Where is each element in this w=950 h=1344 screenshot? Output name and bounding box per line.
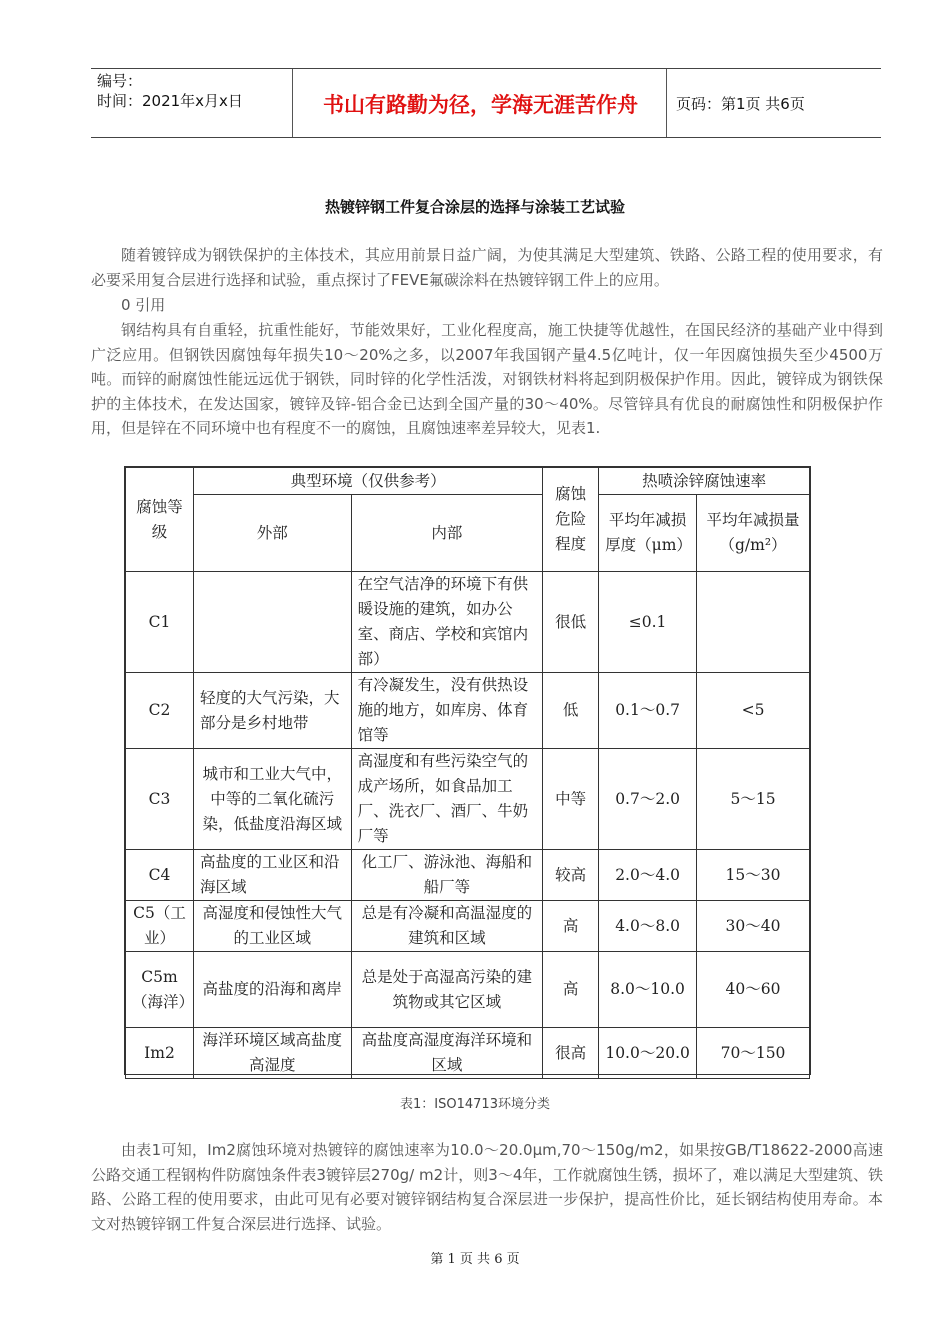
page-footer: 第 1 页 共 6 页 [430,1252,520,1267]
cell-grade: C5m（海洋） [126,952,194,1028]
table-caption: 表1：ISO14713环境分类 [400,1097,550,1112]
cell-mass [697,572,810,673]
header-page-label: 页码：第1页 共6页 [676,95,805,113]
document-title: 热镀锌钢工件复合涂层的选择与涂装工艺试验 [324,198,625,216]
cell-external: 轻度的大气污染，大部分是乡村地带 [193,673,351,749]
cell-thickness: 2.0～4.0 [599,850,697,901]
header-divider [292,69,293,137]
header-env: 典型环境（仅供参考） [193,468,542,495]
cell-mass: 40～60 [697,952,810,1028]
cell-mass: <5 [697,673,810,749]
cell-internal: 高盐度高湿度海洋环境和区域 [351,1028,543,1079]
cell-internal: 化工厂、游泳池、海船和船厂等 [351,850,543,901]
cell-risk: 很高 [543,1028,599,1079]
header-thickness: 平均年减损厚度（μm） [599,495,697,572]
corrosion-table [124,466,811,1075]
cell-grade: C4 [126,850,194,901]
header-number-label: 编号： [97,72,143,90]
cell-mass: 15～30 [697,850,810,901]
cell-external [193,572,351,673]
cell-grade: C3 [126,749,194,850]
page-header [91,68,881,138]
cell-external: 高湿度和侵蚀性大气的工业区域 [193,901,351,952]
cell-grade: C1 [126,572,194,673]
header-mass: 平均年减损量（g/m²） [697,495,810,572]
cell-thickness: 0.1～0.7 [599,673,697,749]
header-meta [97,71,243,111]
conclusion-paragraph: 由表1可知，Im2腐蚀环境对热镀锌的腐蚀速率为10.0～20.0μm,70～150g/m2，如果按GB/T18622-2000高速公路交通工程钢构件防腐蚀条件表3镀锌层270g/ m2计，则3～4年，工作就腐蚀生锈，损坏了，难以满足大型建筑、铁路、公路工程的使用要求，由此可见有必要对镀锌钢结构复合深层进一步保护，提高性价比，延长钢结构使用寿命。本文对热镀锌钢工件复合深层进行选择、试验。 [91,1141,883,1233]
cell-grade: C5（工业） [126,901,194,952]
cell-grade: C2 [126,673,194,749]
header-time-label: 时间：2021年x月x日 [97,92,243,110]
cell-mass: 70～150 [697,1028,810,1079]
table-row [126,952,810,1028]
cell-risk: 高 [543,901,599,952]
cell-internal: 在空气洁净的环境下有供暖设施的建筑，如办公室、商店、学校和宾馆内部） [351,572,543,673]
cell-risk: 高 [543,952,599,1028]
table-row [126,1028,810,1079]
cell-thickness: 4.0～8.0 [599,901,697,952]
header-external: 外部 [193,495,351,572]
cell-external: 高盐度的工业区和沿海区域 [193,850,351,901]
intro-paragraph: 钢结构具有自重轻，抗重性能好，节能效果好，工业化程度高，施工快捷等优越性，在国民经济的基础产业中得到广泛应用。但钢铁因腐蚀每年损失10～20%之多，以2007年我国钢产量4.5亿吨计，仅一年因腐蚀损失至少4500万吨。而锌的耐腐蚀性能远远优于钢铁，同时锌的化学性活泼，对钢铁材料将起到阴极保护作用。因此，镀锌成为钢铁保护的主体技术，在发达国家，镀锌及锌-铝合金已达到全国产量的30～40%。尽管锌具有优良的耐腐蚀性和阴极保护作用，但是锌在不同环境中也有程度不一的腐蚀，且腐蚀速率差异较大，见表1. [91,321,883,437]
cell-external: 高盐度的沿海和离岸 [193,952,351,1028]
cell-grade: Im2 [126,1028,194,1079]
cell-risk: 很低 [543,572,599,673]
table-row [126,749,810,850]
cell-risk: 较高 [543,850,599,901]
abstract-paragraph: 随着镀锌成为钢铁保护的主体技术，其应用前景日益广阔，为使其满足大型建筑、铁路、公路工程的使用要求，有必要采用复合层进行选择和试验，重点探讨了FEVE氟碳涂料在热镀锌钢工件上的应用。 [91,246,883,289]
cell-thickness: ≤0.1 [599,572,697,673]
cell-risk: 中等 [543,749,599,850]
table-row [126,901,810,952]
header-rate: 热喷涂锌腐蚀速率 [599,468,810,495]
cell-thickness: 8.0～10.0 [599,952,697,1028]
cell-internal: 总是处于高湿高污染的建筑物或其它区域 [351,952,543,1028]
header-divider [666,69,667,137]
cell-internal: 高湿度和有些污染空气的成产场所，如食品加工厂、洗衣厂、酒厂、牛奶厂等 [351,749,543,850]
cell-mass: 5～15 [697,749,810,850]
header-internal: 内部 [351,495,543,572]
cell-external: 海洋环境区域高盐度高湿度 [193,1028,351,1079]
cell-external: 城市和工业大气中，中等的二氧化硫污染，低盐度沿海区域 [193,749,351,850]
header-risk: 腐蚀危险程度 [543,468,599,572]
header-grade: 腐蚀等级 [126,468,194,572]
cell-risk: 低 [543,673,599,749]
table-row [126,673,810,749]
table-row [126,572,810,673]
header-motto: 书山有路勤为径，学海无涯苦作舟 [323,92,638,117]
table-row [126,850,810,901]
cell-internal: 总是有冷凝和高温湿度的建筑和区域 [351,901,543,952]
cell-thickness: 0.7～2.0 [599,749,697,850]
cell-mass: 30～40 [697,901,810,952]
cell-thickness: 10.0～20.0 [599,1028,697,1079]
section-heading: 0 引用 [121,296,166,314]
cell-internal: 有冷凝发生，没有供热设施的地方，如库房、体育馆等 [351,673,543,749]
